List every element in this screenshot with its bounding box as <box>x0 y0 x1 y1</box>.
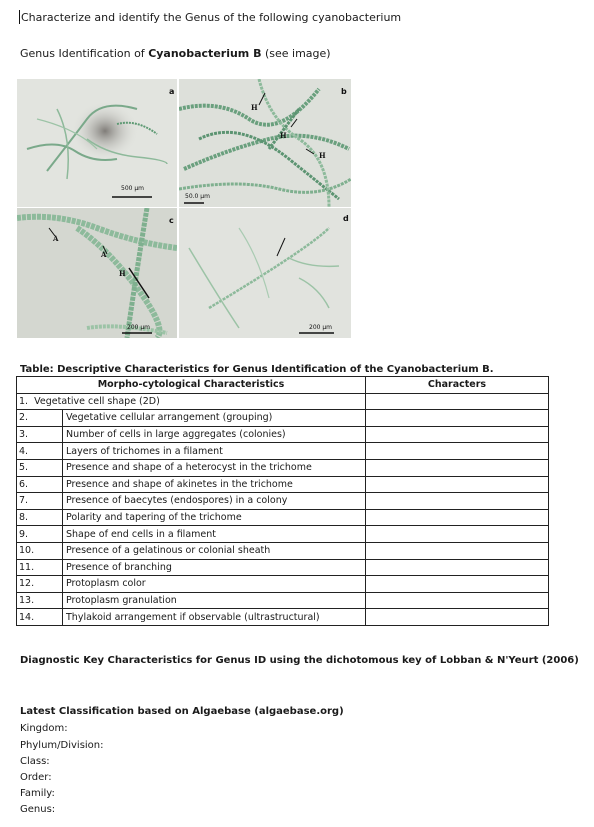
classification-heading: Latest Classification based on Algaebase (algaebase.org) <box>20 706 344 717</box>
header-characteristics: Morpho-cytological Characteristics <box>17 377 366 394</box>
row-characteristic: Presence and shape of a heterocyst in the trichome <box>63 459 366 476</box>
table-row <box>17 559 549 576</box>
row-characteristic: Shape of end cells in a filament <box>63 526 366 543</box>
table-caption: Table: Descriptive Characteristics for Genus Identification of the Cyanobacterium B. <box>20 364 494 375</box>
row-number: 12. <box>17 576 63 593</box>
genus-identification-heading: Genus Identification of Cyanobacterium B (see image) <box>20 47 331 60</box>
row-number: 13. <box>17 592 63 609</box>
panel-label-d: d <box>343 214 349 223</box>
row-characteristic: Number of cells in large aggregates (colonies) <box>63 426 366 443</box>
micrograph-panel-a <box>17 79 177 207</box>
table-row <box>17 509 549 526</box>
header-characters: Characters <box>366 377 549 394</box>
panel-label-a: a <box>169 87 175 96</box>
row-characters-cell[interactable] <box>366 559 549 576</box>
akinete-label: A <box>53 234 59 243</box>
row-number: 7. <box>17 493 63 510</box>
row-number: 8. <box>17 509 63 526</box>
heterocyst-label: H <box>251 103 258 112</box>
row-characteristic: Presence of branching <box>63 559 366 576</box>
table-row <box>17 410 549 427</box>
akinete-label: A <box>101 250 107 259</box>
row-number: 6. <box>17 476 63 493</box>
row-characteristic: Thylakoid arrangement if observable (ultrastructural) <box>63 609 366 626</box>
row-characters-cell[interactable] <box>366 526 549 543</box>
text-cursor <box>19 10 20 24</box>
table-row <box>17 526 549 543</box>
scale-bar-label-a: 500 μm <box>121 185 145 192</box>
row-characteristic: Protoplasm granulation <box>63 592 366 609</box>
row-characteristic: 1. Vegetative cell shape (2D) <box>17 393 366 410</box>
row-characteristic: Presence and shape of akinetes in the trichome <box>63 476 366 493</box>
micrograph-panel-b <box>179 79 351 207</box>
scale-bar-label-b: 50.0 μm <box>185 193 210 200</box>
table-header-row <box>17 377 549 394</box>
table-row <box>17 542 549 559</box>
row-characteristic: Protoplasm color <box>63 576 366 593</box>
scale-bar-label-d: 200 μm <box>309 324 333 331</box>
row-characters-cell[interactable] <box>366 576 549 593</box>
genus-field[interactable]: Genus: <box>20 804 56 815</box>
row-characters-cell[interactable] <box>366 410 549 427</box>
table-row <box>17 576 549 593</box>
row-characteristic: Layers of trichomes in a filament <box>63 443 366 460</box>
micrograph-panel-c <box>17 208 177 338</box>
table-row <box>17 459 549 476</box>
class-field[interactable]: Class: <box>20 756 50 767</box>
row-number: 9. <box>17 526 63 543</box>
row-characters-cell[interactable] <box>366 592 549 609</box>
table-row <box>17 393 549 410</box>
row-characteristic: Presence of a gelatinous or colonial sheath <box>63 542 366 559</box>
row-characteristic: Polarity and tapering of the trichome <box>63 509 366 526</box>
row-characteristic: Presence of baecytes (endospores) in a colony <box>63 493 366 510</box>
row-characters-cell[interactable] <box>366 509 549 526</box>
row-number: 14. <box>17 609 63 626</box>
panel-label-c: c <box>169 216 174 225</box>
characteristics-table <box>16 376 549 626</box>
family-field[interactable]: Family: <box>20 788 55 799</box>
phylum-field[interactable]: Phylum/Division: <box>20 740 104 751</box>
row-characters-cell[interactable] <box>366 426 549 443</box>
row-characters-cell[interactable] <box>366 459 549 476</box>
row-number: 2. <box>17 410 63 427</box>
order-field[interactable]: Order: <box>20 772 52 783</box>
row-characters-cell[interactable] <box>366 393 549 410</box>
row-number: 5. <box>17 459 63 476</box>
row-characters-cell[interactable] <box>366 493 549 510</box>
diagnostic-key-heading: Diagnostic Key Characteristics for Genus ID using the dichotomous key of Lobban & N'Yeurt (2006) <box>20 655 579 666</box>
table-row <box>17 476 549 493</box>
table-row <box>17 609 549 626</box>
row-characters-cell[interactable] <box>366 609 549 626</box>
row-number: 11. <box>17 559 63 576</box>
row-characters-cell[interactable] <box>366 542 549 559</box>
row-number: 4. <box>17 443 63 460</box>
kingdom-field[interactable]: Kingdom: <box>20 723 68 734</box>
table-row <box>17 426 549 443</box>
row-number: 10. <box>17 542 63 559</box>
row-characters-cell[interactable] <box>366 443 549 460</box>
row-number: 3. <box>17 426 63 443</box>
row-characters-cell[interactable] <box>366 476 549 493</box>
scale-bar-label-c: 200 μm <box>127 324 151 331</box>
panel-label-b: b <box>341 87 347 96</box>
heterocyst-label: H <box>280 131 287 140</box>
table-row <box>17 592 549 609</box>
micrograph-panel-d <box>179 208 351 338</box>
row-characteristic: Vegetative cellular arrangement (grouping) <box>63 410 366 427</box>
algaebase-link[interactable]: Algaebase <box>192 706 251 717</box>
heterocyst-label: H <box>119 269 126 278</box>
table-row <box>17 493 549 510</box>
assignment-title: Characterize and identify the Genus of the following cyanobacterium <box>21 11 402 24</box>
table-row <box>17 443 549 460</box>
heterocyst-label: H <box>319 151 326 160</box>
